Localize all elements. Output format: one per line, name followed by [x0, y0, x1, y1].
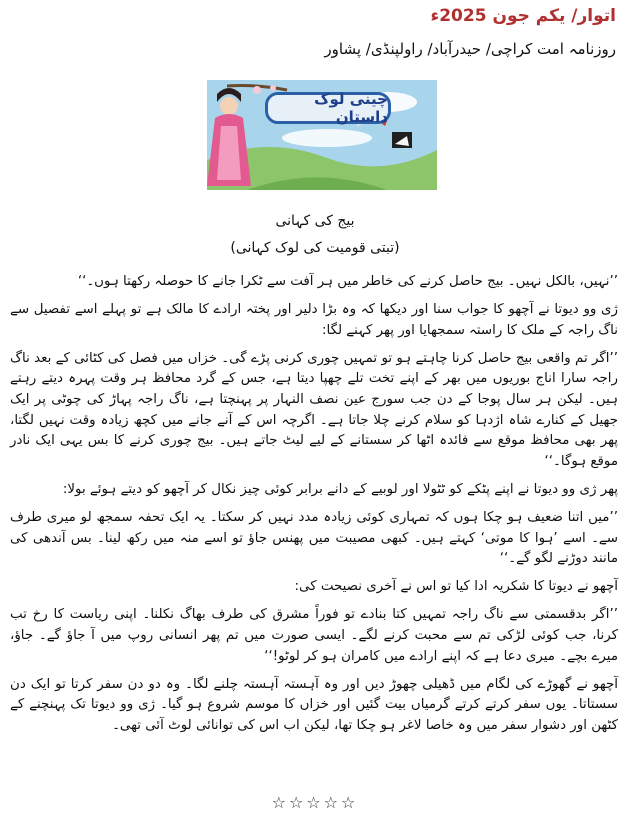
article-title: بیج کی کہانی	[275, 213, 355, 229]
paragraph: ژی وو دیوتا نے آچھو کا جواب سنا اور دیکھا کہ وہ بڑا دلیر اور پختہ ارادے کا مالک ہے تو پہلے اسے تفصیل سے ناگ راجہ کے ملک کا راستہ سمجھایا اور پھر کہنے لگا:	[10, 302, 618, 338]
paragraph: ’’نہیں، بالکل نہیں۔ بیج حاصل کرنے کی خاطر میں ہر آفت سے ٹکرا جانے کا حوصلہ رکھتا ہوں۔‘‘	[77, 274, 618, 289]
story-illustration	[207, 80, 437, 190]
paragraph: ’’میں اتنا ضعیف ہو چکا ہوں کہ تمہاری کوئی زیادہ مدد نہیں کر سکتا۔ یہ ایک تحفہ سمجھ لو میری طرف سے۔ اسے ’ہوا کا موتی‘ کہتے ہیں۔ کبھی مصیبت میں پھنس جاؤ تو اسے منہ میں رکھ لینا۔ بس آندھی کی مانند دوڑنے لگو گے۔‘‘	[10, 509, 618, 567]
paragraph: آچھو نے گھوڑے کی لگام میں ڈھیلی چھوڑ دیں اور وہ آہستہ آہستہ چلنے لگا۔ وہ دو دن سفر کرتا تو ایک دن سستاتا۔ یوں سفر کرتے کرتے گرمیاں بیت گئیں اور خزاں کا موسم شروع ہو گیا۔ ژی وو دیوتا تک پہنچنے کے کٹھن اور دشوار سفر میں وہ خاصا لاغر ہو چکا تھا، لیکن اب اس کی توانائی لوٹ آئی تھی۔	[10, 676, 618, 733]
end-stars-divider: ☆☆☆☆☆	[271, 793, 359, 812]
paragraph: ’’اگر تم واقعی بیج حاصل کرنا چاہتے ہو تو تمہیں چوری کرنی پڑے گی۔ خزاں میں فصل کی کٹائی کے بعد ناگ راجہ سارا اناج بوریوں میں بھر کے اپنے تخت تلے چھپا دیتا ہے، جس کے گرد محافظ ہر وقت پہرہ دیتے رہتے ہیں۔ لیکن ہر سال پوجا کے دن جب سورج عین نصف النہار پر پہنچتا ہے، ناگ راجہ پہاڑ کی چوٹی پر ایک جھیل کے کنارے شاہ اژدہا کو سلام کرنے چلا جاتا ہے۔ اگرچہ اس کے آنے جانے میں کچھ زیادہ وقت نہیں لگتا، پھر بھی محافظ موقع سے فائدہ اٹھا کر سستانے کے لیے لیٹ جاتے ہیں۔ بیج چوری کرنے کا بس یہی ایک نادر موقع ہوگا۔‘‘	[10, 350, 618, 469]
publication-date: اتوار/ یکم جون 2025ء	[430, 6, 616, 26]
article-subtitle: (تبتی قومیت کی لوک کہانی)	[230, 240, 400, 256]
newspaper-source: روزنامہ امت کراچی/ حیدرآباد/ راولپنڈی/ پشاور	[324, 40, 616, 58]
paragraph: آچھو نے دیوتا کا شکریہ ادا کیا تو اس نے آخری نصیحت کی:	[294, 579, 618, 595]
article-body	[10, 272, 618, 744]
paragraph: ’’اگر بدقسمتی سے ناگ راجہ تمہیں کتا بنادے تو فوراً مشرق کی طرف بھاگ نکلنا۔ اپنی ریاست کا رخ تب کرنا، جب کوئی لڑکی تم سے محبت کرنے لگے۔ ایسی صورت میں تم پھر انسانی روپ میں آ جاؤ گے۔ جاؤ، میرے بچے۔ میری دعا ہے کہ اپنے ارادے میں کامران ہو کر لوٹو!‘‘	[10, 607, 618, 664]
illustration-banner-title: چینی لوک داستان	[265, 92, 391, 124]
paragraph: پھر ژی وو دیوتا نے اپنے پٹکے کو ٹٹولا اور لوبیے کے دانے برابر کوئی چیز نکال کر آچھو کو دیتے ہوئے بولا:	[62, 481, 618, 497]
